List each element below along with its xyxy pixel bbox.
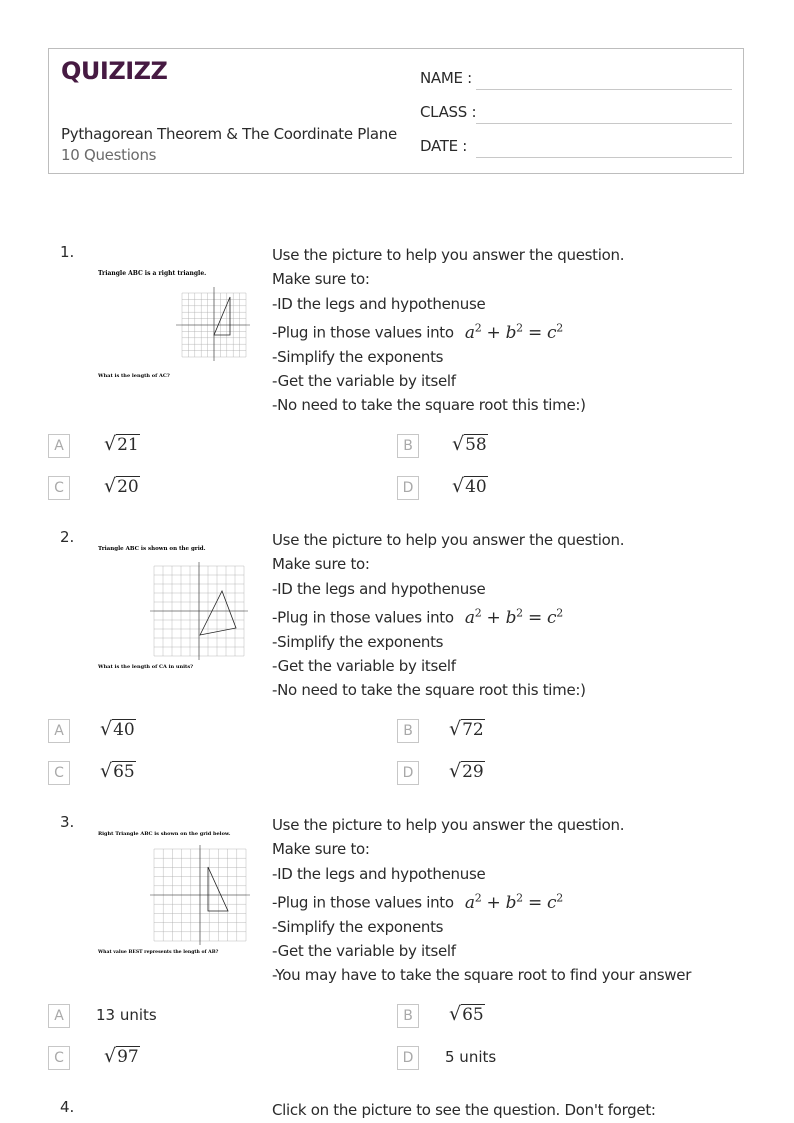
question-text: Use the picture to help you answer the question. Make sure to: -ID the legs and hypothenuse -Plug in those values into $a^2 + b^2 = c^2$ -Simplify the exponents -Get the variable by itself -No need to take the square root this time:)	[272, 246, 625, 415]
question-number: 3.	[60, 813, 75, 831]
option-d-value[interactable]: √29	[449, 760, 484, 782]
option-d-box[interactable]: D	[397, 1046, 419, 1070]
question-text: Use the picture to help you answer the question. Make sure to: -ID the legs and hypothenuse -Plug in those values into $a^2 + b^2 = c^2$ -Simplify the exponents -Get the variable by itself -No need to take the square root this time:)	[272, 531, 625, 700]
question-number: 2.	[60, 528, 75, 546]
figure-question: What value BEST represents the length of AB?	[98, 950, 219, 955]
option-c-value[interactable]: √97	[104, 1045, 139, 1067]
option-b-value[interactable]: √72	[449, 718, 484, 740]
question-number: 4.	[60, 1098, 75, 1116]
question-count: 10 Questions	[61, 146, 157, 164]
option-c-box[interactable]: C	[48, 1046, 70, 1070]
pythagorean-formula: $a^2 + b^2 = c^2$	[464, 320, 563, 343]
option-b-box[interactable]: B	[397, 719, 419, 743]
option-b-value[interactable]: √65	[449, 1003, 484, 1025]
class-label: CLASS :	[420, 103, 477, 121]
question-number: 1.	[60, 243, 75, 261]
option-b-box[interactable]: B	[397, 434, 419, 458]
pythagorean-formula: $a^2 + b^2 = c^2$	[464, 605, 563, 628]
option-c-box[interactable]: C	[48, 476, 70, 500]
option-c-value[interactable]: √20	[104, 475, 139, 497]
option-c-box[interactable]: C	[48, 761, 70, 785]
option-a-box[interactable]: A	[48, 719, 70, 743]
question-text: Use the picture to help you answer the question. Make sure to: -ID the legs and hypothenuse -Plug in those values into $a^2 + b^2 = c^2$ -Simplify the exponents -Get the variable by itself -You may have to take the square root to find your answer	[272, 816, 692, 985]
figure-question: What is the length of CA in units?	[98, 664, 194, 670]
worksheet-title: Pythagorean Theorem & The Coordinate Plane	[61, 125, 397, 143]
name-label: NAME :	[420, 69, 472, 87]
name-line[interactable]	[476, 89, 732, 90]
figure-caption: Triangle ABC is shown on the grid.	[98, 546, 206, 552]
figure-caption: Triangle ABC is a right triangle.	[98, 270, 207, 277]
option-a-box[interactable]: A	[48, 1004, 70, 1028]
option-d-box[interactable]: D	[397, 761, 419, 785]
triangle-figure-3[interactable]	[96, 827, 256, 957]
option-c-value[interactable]: √65	[100, 760, 135, 782]
triangle-figure-1[interactable]	[96, 257, 256, 387]
quizizz-logo: QUIZIZZ	[61, 57, 168, 85]
option-a-value[interactable]: √21	[104, 433, 139, 455]
option-d-value[interactable]: √40	[452, 475, 487, 497]
date-line[interactable]	[476, 157, 732, 158]
date-label: DATE :	[420, 137, 468, 155]
question-text: Click on the picture to see the question. Don't forget:	[272, 1101, 656, 1119]
option-b-box[interactable]: B	[397, 1004, 419, 1028]
triangle-abc	[200, 591, 236, 635]
pythagorean-formula: $a^2 + b^2 = c^2$	[464, 890, 563, 913]
option-b-value[interactable]: √58	[452, 433, 487, 455]
worksheet-header	[48, 48, 744, 174]
option-a-value[interactable]: √40	[100, 718, 135, 740]
triangle-figure-2[interactable]	[96, 542, 256, 672]
class-line[interactable]	[476, 123, 732, 124]
triangle-abc	[214, 297, 230, 335]
figure-caption: Right Triangle ABC is shown on the grid below.	[98, 831, 231, 837]
option-a-box[interactable]: A	[48, 434, 70, 458]
figure-question: What is the length of AC?	[98, 373, 170, 379]
option-d-value[interactable]: 5 units	[445, 1048, 497, 1066]
option-d-box[interactable]: D	[397, 476, 419, 500]
triangle-abc	[208, 867, 228, 911]
option-a-value[interactable]: 13 units	[96, 1006, 157, 1024]
